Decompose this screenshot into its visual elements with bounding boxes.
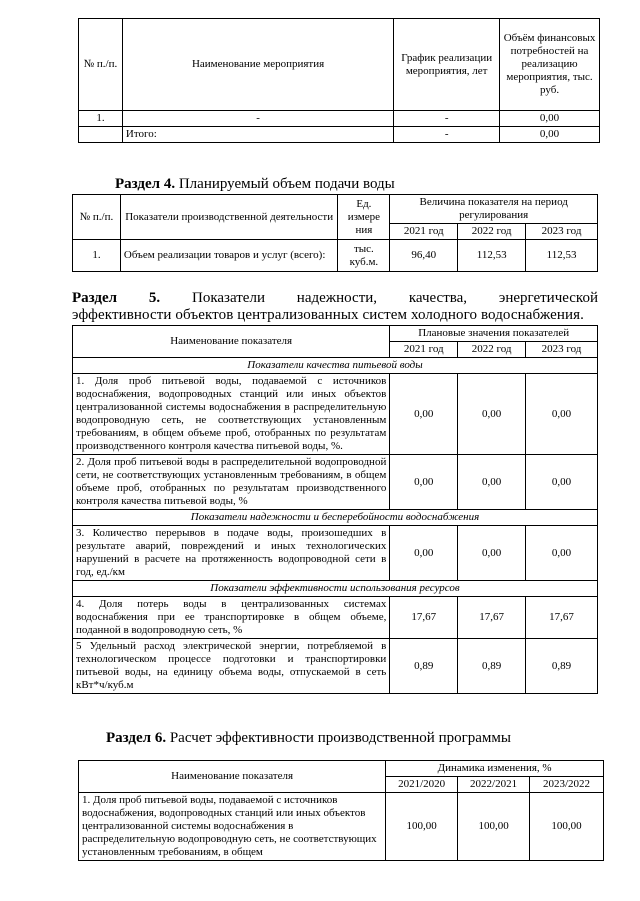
section-5-prefix: Раздел 5. <box>72 290 161 306</box>
header-year-2021: 2021 год <box>390 342 458 358</box>
value-2022: 0,89 <box>458 639 526 694</box>
row-finance-volume: 0,00 <box>500 111 600 127</box>
row-value-2023: 112,53 <box>526 240 598 272</box>
header-num: № п./п. <box>73 195 121 240</box>
header-year-2023: 2023 год <box>526 342 598 358</box>
section-4-heading <box>115 176 395 193</box>
table-row <box>73 455 598 510</box>
total-label: Итого: <box>122 127 393 143</box>
efficiency-table <box>78 760 604 861</box>
row-num: 1. <box>73 240 121 272</box>
row-value-2021: 96,40 <box>390 240 458 272</box>
header-finance-volume: Объём финансовых потребностей на реализацию мероприятия, тыс. руб. <box>500 19 600 111</box>
row-indicator: Объем реализации товаров и услуг (всего): <box>120 240 338 272</box>
indicator-text: 3. Количество перерывов в подаче воды, произошедших в результате аварий, повреждений и иных технологических нарушений в расчете на протяженность водопроводной сети в год, ед./км <box>73 526 390 581</box>
value-2023: 0,00 <box>526 455 598 510</box>
section-5-heading <box>72 290 598 307</box>
section-4-title: Планируемый объем подачи воды <box>178 176 395 192</box>
value-2021: 0,00 <box>390 374 458 455</box>
value-2023: 0,00 <box>526 526 598 581</box>
row-unit: тыс. куб.м. <box>338 240 390 272</box>
value-2022: 0,00 <box>458 374 526 455</box>
table-row <box>73 374 598 455</box>
value-period-2: 100,00 <box>458 793 530 861</box>
section-6-prefix: Раздел 6. <box>106 730 167 746</box>
indicator-text: 2. Доля проб питьевой воды в распределительной водопроводной сети, не соответствующих установленным требованиям, в общем объеме проб, отобранных по результатам производственного контроля качества питьевой воды, % <box>73 455 390 510</box>
value-2022: 0,00 <box>458 455 526 510</box>
header-value-group: Величина показателя на период регулирования <box>390 195 598 224</box>
section-5-title-line2: эффективности объектов централизованных систем холодного водоснабжения. <box>72 307 585 323</box>
table-row <box>79 793 604 861</box>
measures-table <box>78 18 600 143</box>
header-schedule: График реализации мероприятия, лет <box>394 19 500 111</box>
value-period-1: 100,00 <box>386 793 458 861</box>
reliability-indicators-table <box>72 325 598 694</box>
value-period-3: 100,00 <box>530 793 604 861</box>
header-measure-name: Наименование мероприятия <box>122 19 393 111</box>
table-row <box>73 526 598 581</box>
value-2021: 0,89 <box>390 639 458 694</box>
value-2022: 17,67 <box>458 597 526 639</box>
section-5-title-line1: Показатели надежности, качества, энергетической <box>192 290 598 306</box>
total-schedule: - <box>394 127 500 143</box>
group-title-quality: Показатели качества питьевой воды <box>73 358 598 374</box>
section-4-prefix: Раздел 4. <box>115 176 176 192</box>
value-2021: 0,00 <box>390 526 458 581</box>
header-indicator-name: Наименование показателя <box>79 761 386 793</box>
section-6-title: Расчет эффективности производственной программы <box>169 730 511 746</box>
header-period-3: 2023/2022 <box>530 777 604 793</box>
row-num: 1. <box>79 111 123 127</box>
indicator-text: 5 Удельный расход электрической энергии, потребляемой в технологическом процессе подготовки и транспортировки питьевой воды, на единицу объема воды, отпускаемой в сеть кВт*ч/куб.м <box>73 639 390 694</box>
row-measure-name: - <box>122 111 393 127</box>
group-title-efficiency: Показатели эффективности использования ресурсов <box>73 581 598 597</box>
table-row <box>73 639 598 694</box>
section-6-heading <box>106 730 511 747</box>
water-supply-table <box>72 194 598 272</box>
header-year-2022: 2022 год <box>458 224 526 240</box>
value-2023: 0,00 <box>526 374 598 455</box>
header-period-1: 2021/2020 <box>386 777 458 793</box>
group-title-reliability: Показатели надежности и бесперебойности водоснабжения <box>73 510 598 526</box>
header-year-2022: 2022 год <box>458 342 526 358</box>
header-period-2: 2022/2021 <box>458 777 530 793</box>
row-value-2022: 112,53 <box>458 240 526 272</box>
value-2021: 17,67 <box>390 597 458 639</box>
header-unit: Ед. измере ния <box>338 195 390 240</box>
table-row <box>73 240 598 272</box>
header-num: № п./п. <box>79 19 123 111</box>
header-plan-group: Плановые значения показателей <box>390 326 598 342</box>
total-row <box>79 127 600 143</box>
total-finance-volume: 0,00 <box>500 127 600 143</box>
indicator-text: 1. Доля проб питьевой воды, подаваемой с источников водоснабжения, водопроводных станций или иных объектов централизованной системы водоснабжения в распределительную водопроводную сеть, не соответствующих установленным требованиям, в общем объеме проб, отобранных по результатам производственного контроля качества питьевой воды, %. <box>73 374 390 455</box>
header-indicator-name: Наименование показателя <box>73 326 390 358</box>
header-year-2021: 2021 год <box>390 224 458 240</box>
table-row <box>79 111 600 127</box>
indicator-text: 4. Доля потерь воды в централизованных системах водоснабжения при ее транспортировке в общем объеме, поданной в водопроводную сеть, % <box>73 597 390 639</box>
header-indicator: Показатели производственной деятельности <box>120 195 338 240</box>
value-2023: 0,89 <box>526 639 598 694</box>
value-2022: 0,00 <box>458 526 526 581</box>
indicator-text: 1. Доля проб питьевой воды, подаваемой с источников водоснабжения, водопроводных станций или иных объектов централизованной системы водоснабжения в распределительную водопроводную сеть, не соответствующих установленным требованиям, в общем <box>79 793 386 861</box>
header-dynamics: Динамика изменения, % <box>386 761 604 777</box>
row-schedule: - <box>394 111 500 127</box>
header-year-2023: 2023 год <box>526 224 598 240</box>
value-2021: 0,00 <box>390 455 458 510</box>
value-2023: 17,67 <box>526 597 598 639</box>
table-row <box>73 597 598 639</box>
